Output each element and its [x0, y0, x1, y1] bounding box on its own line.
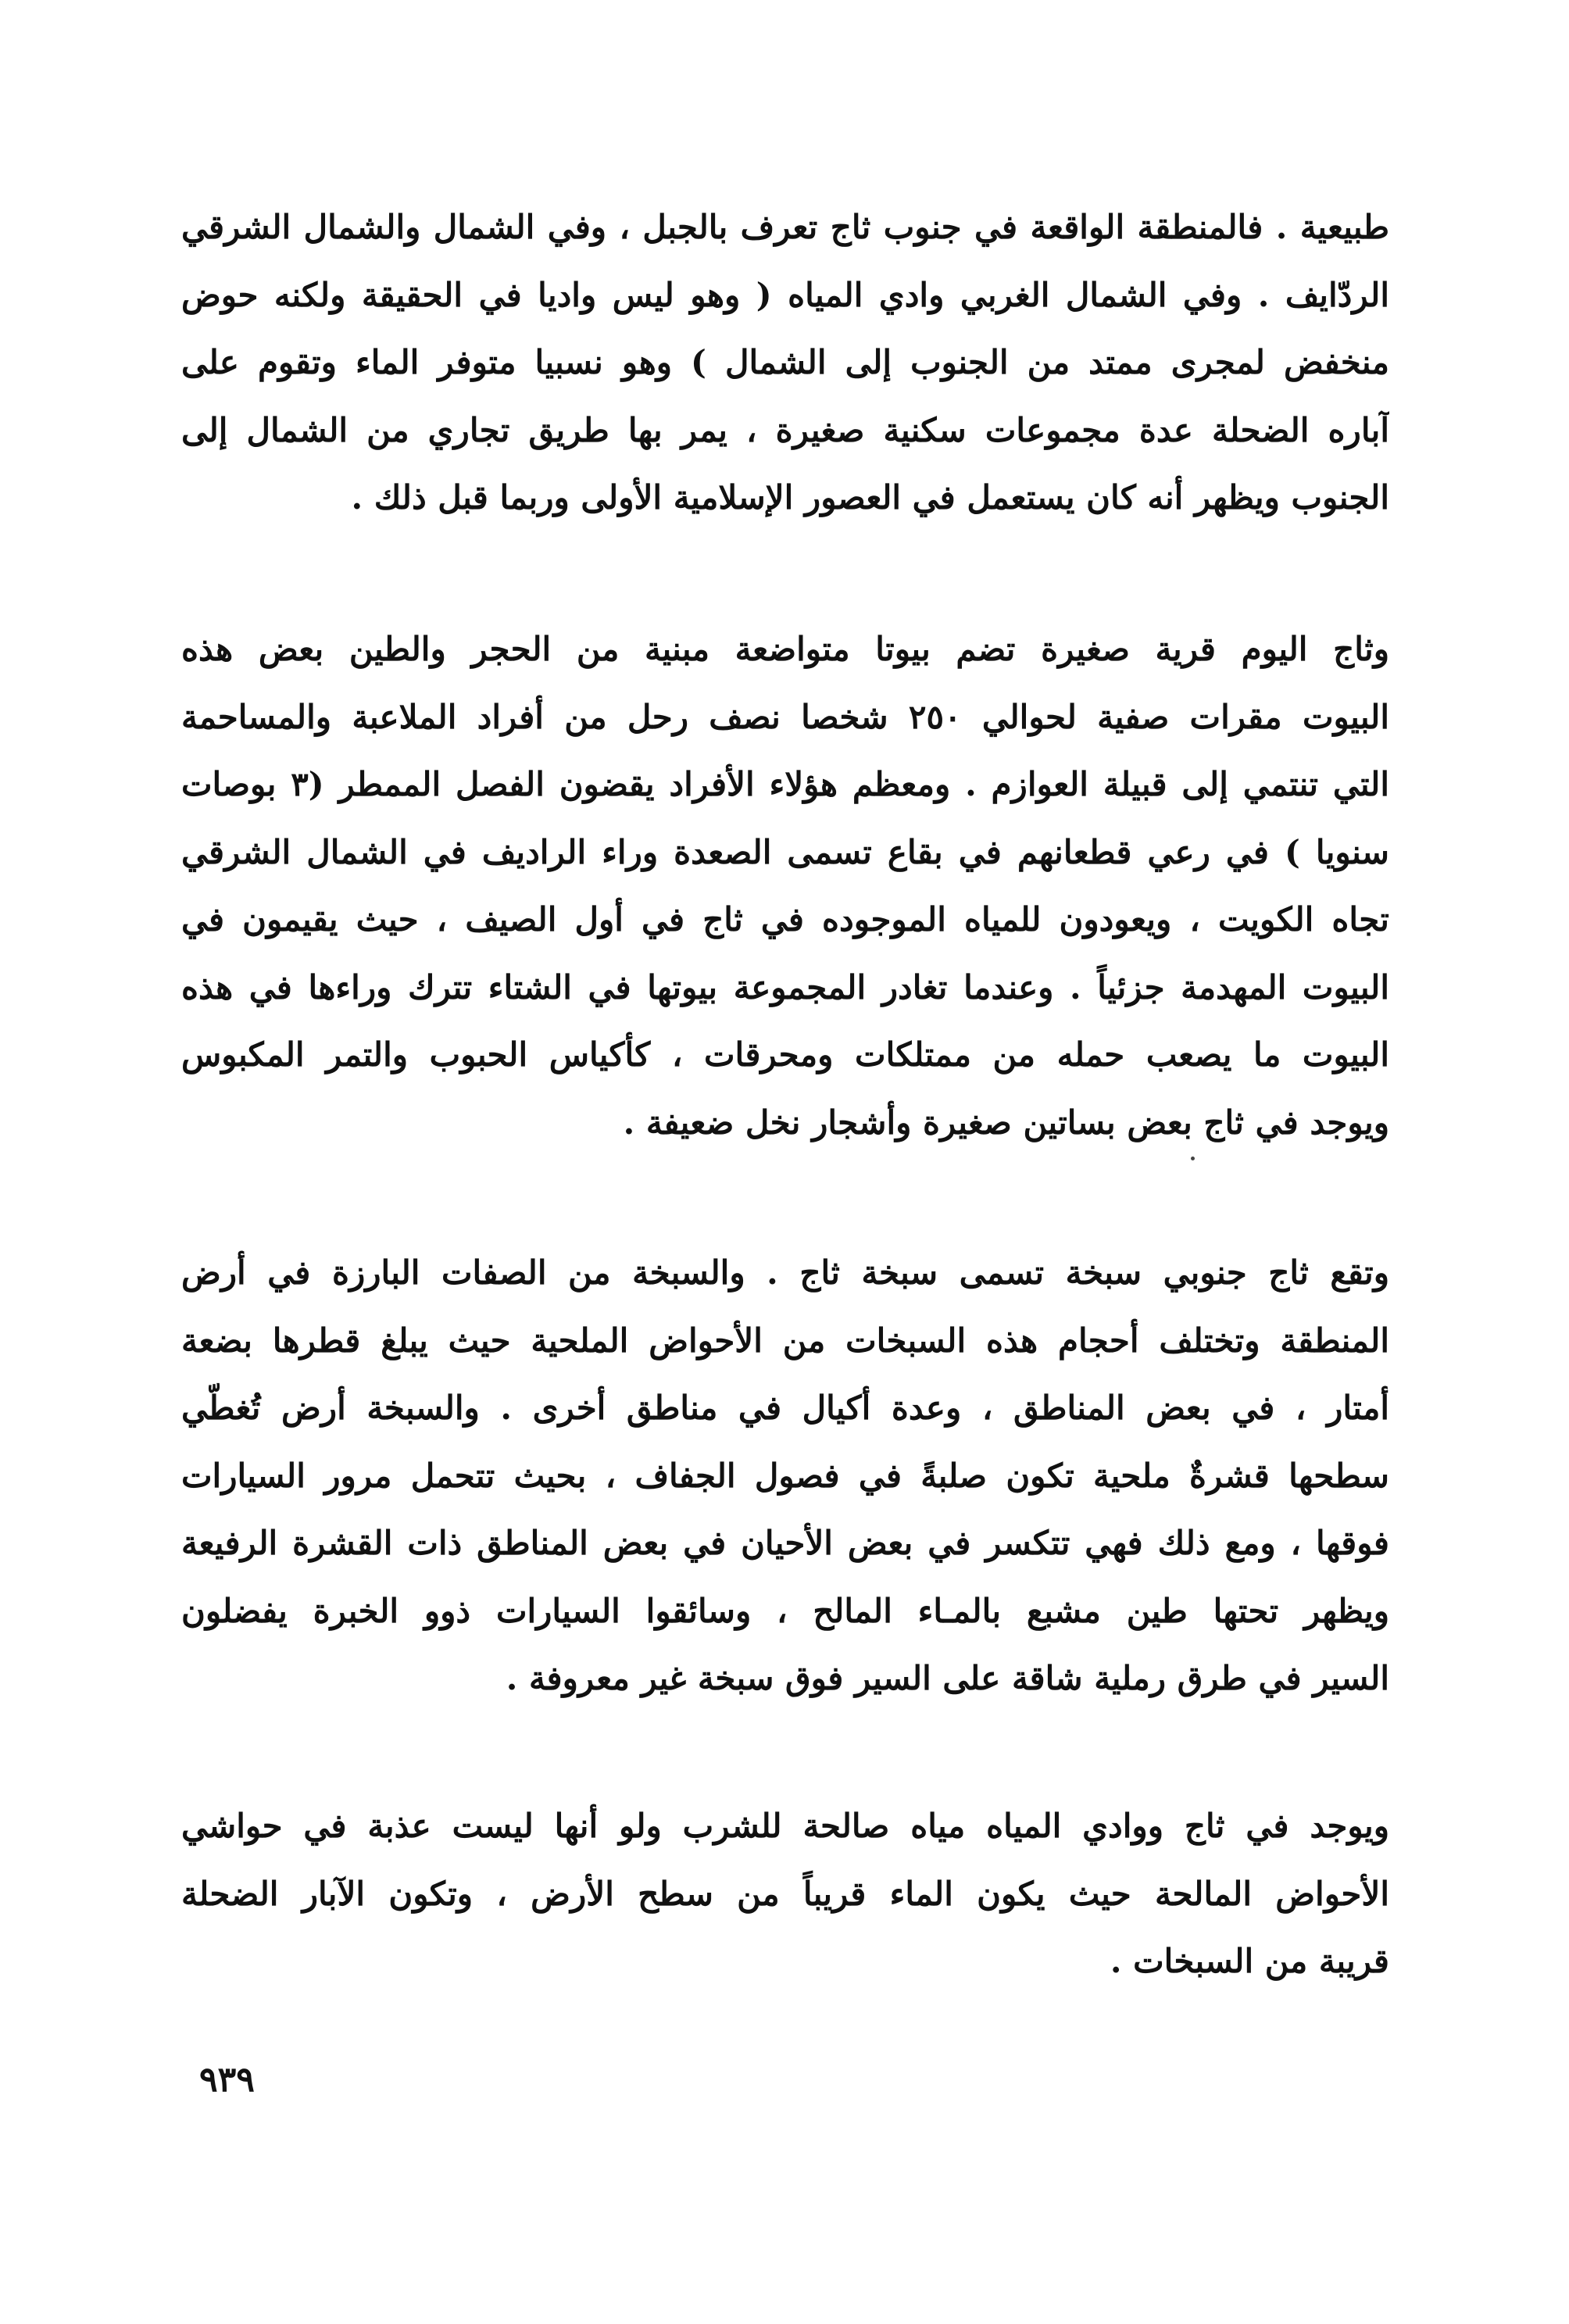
text-line: تجاه الكويت ، ويعودون للمياه الموجوده في ثاج في أول الصيف ، حيث يقيمون في — [181, 900, 1389, 939]
text-line: فوقها ، ومع ذلك فهي تتكسر في بعض الأحيان في بعض المناطق ذات القشرة الرفيعة — [181, 1524, 1389, 1562]
text-line: البيوت ما يصعب حمله من ممتلكات ومحرقات ، كأكياس الحبوب والتمر المكبوس — [181, 1035, 1389, 1074]
text-line: وثاج اليوم قرية صغيرة تضم بيوتا متواضعة مبنية من الحجر والطين بعض هذه — [181, 630, 1389, 668]
paragraph-2 — [181, 616, 1389, 1157]
text-line: البيوت مقرات صفية لحوالي ٢٥٠ شخصا نصف رحل من أفراد الملاعبة والمساحمة — [181, 697, 1389, 736]
text-line: منخفض لمجرى ممتد من الجنوب إلى الشمال ) وهو نسبيا متوفر الماء وتقوم على — [181, 343, 1389, 381]
text-line: سنويا ) في رعي قطعانهم في بقاع تسمى الصعدة وراء الراديف في الشمال الشرقي — [181, 832, 1389, 871]
text-line: الأحواض المالحة حيث يكون الماء قريباً من سطح الأرض ، وتكون الآبار الضحلة — [181, 1874, 1389, 1913]
paragraph-4 — [181, 1793, 1389, 1996]
text-line: سطحها قشرةٌ ملحية تكون صلبةً في فصول الجفاف ، بحيث تتحمل مرور السيارات — [181, 1456, 1389, 1495]
text-line: قريبة من السبخات . — [1110, 1942, 1389, 1980]
text-line: البيوت المهدمة جزئياً . وعندما تغادر المجموعة بيوتها في الشتاء تترك وراءها في هذه — [181, 967, 1389, 1006]
text-line: آباره الضحلة عدة مجموعات سكنية صغيرة ، يمر بها طريق تجاري من الشمال إلى — [181, 410, 1389, 449]
text-line: ويظهر تحتها طين مشبع بالمـاء المالح ، وسائقوا السيارات ذوو الخبرة يفضلون — [181, 1591, 1389, 1630]
text-line: الردّايف . وفي الشمال الغربي وادي المياه ( وهو ليس واديا في الحقيقة ولكنه حوض — [181, 275, 1389, 314]
paragraph-3 — [181, 1239, 1389, 1713]
scan-speck — [1191, 1157, 1195, 1160]
text-line: التي تنتمي إلى قبيلة العوازم . ومعظم هؤلاء الأفراد يقضون الفصل الممطر (٣ بوصات — [181, 765, 1389, 803]
text-line: طبيعية . فالمنطقة الواقعة في جنوب ثاج تعرف بالجبل ، وفي الشمال والشمال الشرقي — [181, 208, 1389, 246]
text-line: الجنوب ويظهر أنه كان يستعمل في العصور الإسلامية الأولى وربما قبل ذلك . — [351, 478, 1389, 517]
text-line: المنطقة وتختلف أحجام هذه السبخات من الأحواض الملحية حيث يبلغ قطرها بضعة — [181, 1321, 1389, 1360]
text-line: السير في طرق رملية شاقة على السير فوق سبخة غير معروفة . — [506, 1659, 1389, 1697]
text-line: ويوجد في ثاج ووادي المياه مياه صالحة للشرب ولو أنها ليست عذبة في حواشي — [181, 1807, 1389, 1845]
text-line: ويوجد في ثاج بعض بساتين صغيرة وأشجار نخل ضعيفة . — [623, 1103, 1389, 1142]
paragraph-1 — [181, 194, 1389, 532]
text-line: أمتار ، في بعض المناطق ، وعدة أكيال في مناطق أخرى . والسبخة أرض تُغطّي — [181, 1389, 1389, 1427]
page-number: ٩٣٩ — [199, 2060, 255, 2100]
text-line: وتقع ثاج جنوبي سبخة تسمى سبخة ثاج . والسبخة من الصفات البارزة في أرض — [181, 1253, 1389, 1292]
